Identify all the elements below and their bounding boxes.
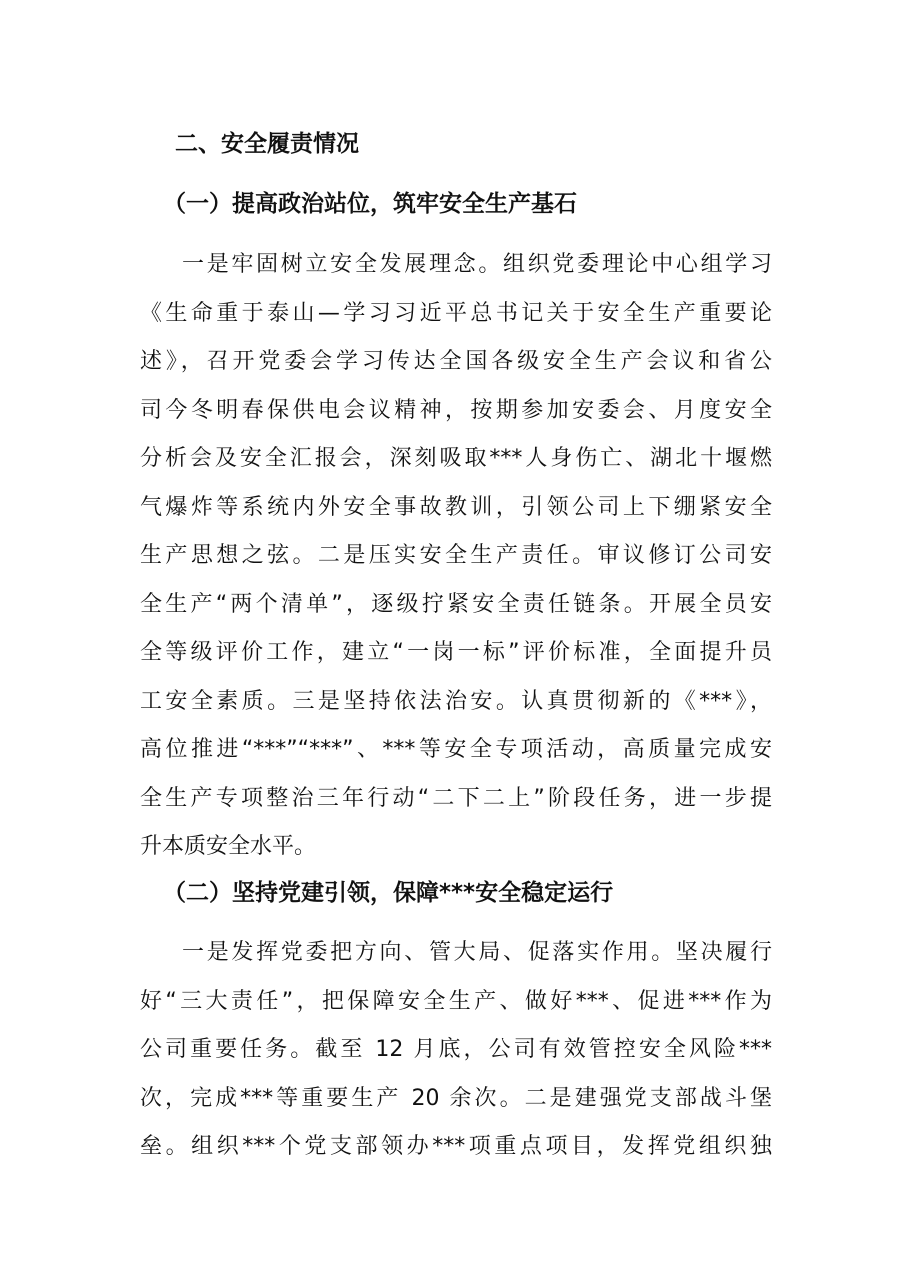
paragraph-line: 全生产专项整治三年行动“二下二上”阶段任务，进一步提 xyxy=(140,785,772,811)
paragraph-line: 全生产“两个清单”，逐级拧紧安全责任链条。开展全员安 xyxy=(140,591,772,617)
paragraph-line: 公司重要任务。截至 12 月底，公司有效管控安全风险*** xyxy=(140,1037,772,1062)
paragraph-line: 升本质安全水平。 xyxy=(140,834,317,859)
paragraph-line: 气爆炸等系统内外安全事故教训，引领公司上下绷紧安全 xyxy=(140,494,772,520)
paragraph-line: 《生命重于泰山—学习习近平总书记关于安全生产重要论 xyxy=(140,300,772,326)
section-title: 二、安全履责情况 xyxy=(175,131,359,157)
subsection-1-title: （一）提高政治站位，筑牢安全生产基石 xyxy=(163,191,577,217)
paragraph-line: 高位推进“***”“***”、***等安全专项活动，高质量完成安 xyxy=(140,737,772,762)
subsection-2-paragraph xyxy=(140,929,772,1172)
paragraph-line: 分析会及安全汇报会，深刻吸取***人身伤亡、湖北十堰燃 xyxy=(140,446,772,471)
paragraph-line: 垒。组织***个党支部领办***项重点项目，发挥党组织独 xyxy=(140,1134,772,1159)
paragraph-line: 全等级评价工作，建立“一岗一标”评价标准，全面提升员 xyxy=(140,640,772,665)
paragraph-line: 生产思想之弦。二是压实安全生产责任。审议修订公司安 xyxy=(140,543,772,568)
paragraph-line: 一是发挥党委把方向、管大局、促落实作用。坚决履行 xyxy=(182,940,772,965)
paragraph-line: 一是牢固树立安全发展理念。组织党委理论中心组学习 xyxy=(182,252,772,277)
paragraph-line: 次，完成***等重要生产 20 余次。二是建强党支部战斗堡 xyxy=(140,1085,772,1111)
paragraph-line: 好“三大责任”，把保障安全生产、做好***、促进***作为 xyxy=(140,988,772,1014)
paragraph-line: 工安全素质。三是坚持依法治安。认真贯彻新的《***》， xyxy=(140,688,772,714)
subsection-2-title: （二）坚持党建引领，保障***安全稳定运行 xyxy=(163,880,614,906)
paragraph-line: 述》，召开党委会学习传达全国各级安全生产会议和省公 xyxy=(140,349,772,374)
subsection-1-paragraph xyxy=(140,241,772,872)
paragraph-line: 司今冬明春保供电会议精神，按期参加安委会、月度安全 xyxy=(140,397,772,423)
